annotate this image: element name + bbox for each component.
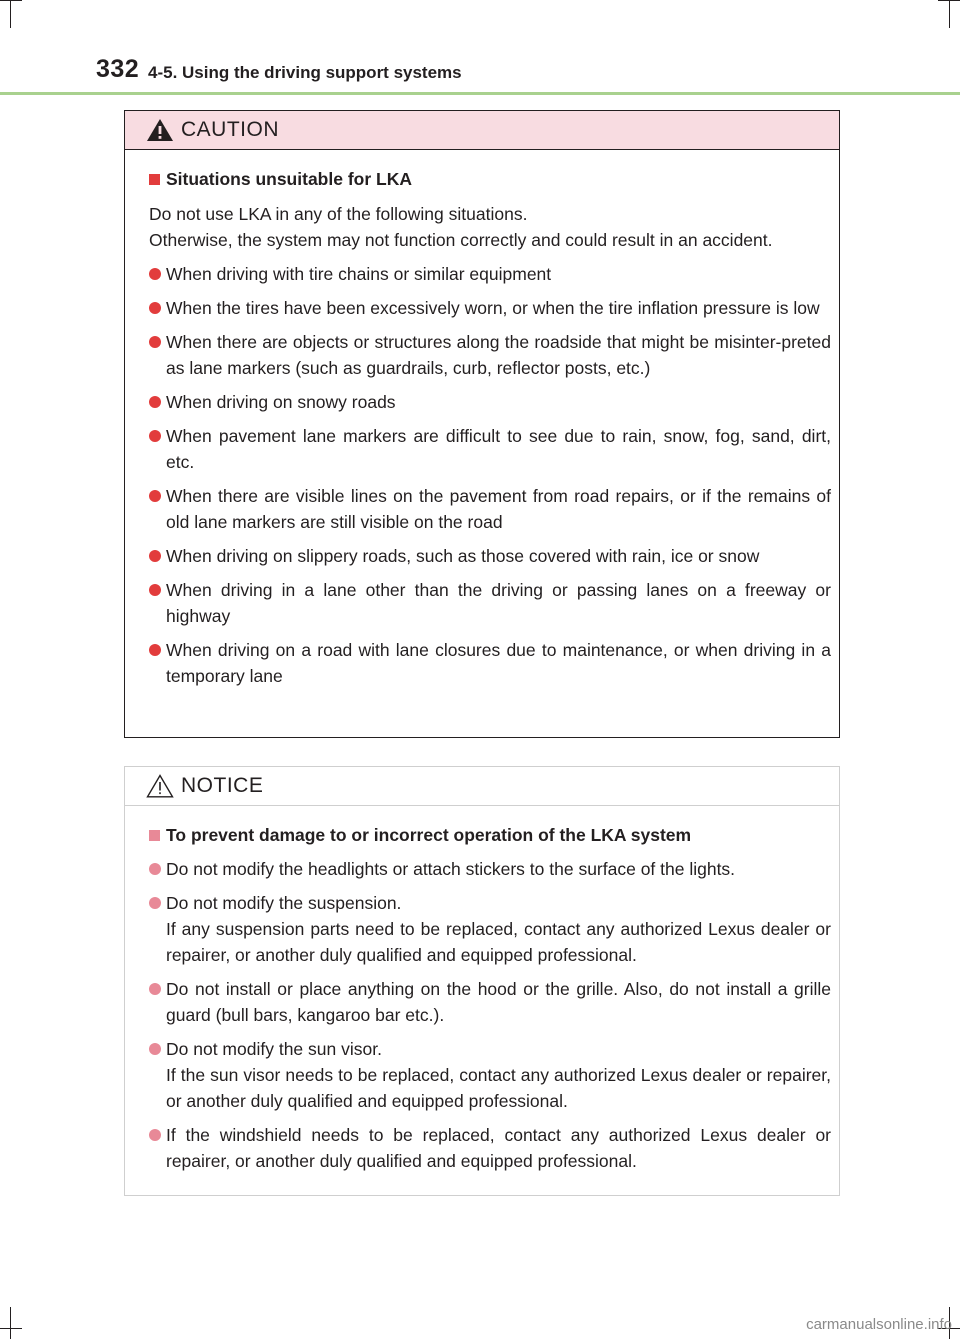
caution-label: CAUTION — [181, 118, 279, 141]
caution-intro-line: Otherwise, the system may not function correctly and could result in an accident. — [149, 230, 773, 250]
caution-item-text: When driving on snowy roads — [166, 392, 396, 412]
bullet-dot-icon — [149, 336, 161, 348]
caution-item-text: When there are visible lines on the pavement from road repairs, or if the remains of old lane markers are still visible on the road — [166, 486, 831, 532]
caution-item — [149, 577, 831, 629]
caution-heading-text: Situations unsuitable for LKA — [166, 169, 412, 189]
caution-item-text: When driving on a road with lane closures due to maintenance, or when driving in a temporary lane — [166, 640, 831, 686]
caution-heading — [149, 166, 831, 192]
square-bullet-icon — [149, 830, 160, 841]
notice-item-text — [166, 976, 831, 1028]
header-rule — [0, 92, 960, 95]
notice-heading — [149, 822, 831, 848]
bullet-dot-icon — [149, 430, 161, 442]
notice-item-line: Do not modify the suspension. — [166, 893, 402, 913]
caution-item — [149, 423, 831, 475]
notice-item-line: If the sun visor needs to be replaced, contact any authorized Lexus dealer or repairer, or another duly qualified and equipped professional. — [166, 1065, 831, 1111]
caution-item-text: When there are objects or structures along the roadside that might be misinter-preted as lane markers (such as guardrails, curb, reflector posts, etc.) — [166, 332, 831, 378]
notice-item-text — [166, 1122, 831, 1174]
caution-intro-line: Do not use LKA in any of the following situations. — [149, 204, 528, 224]
caution-item-text: When driving with tire chains or similar equipment — [166, 264, 552, 284]
bullet-dot-icon — [149, 1129, 161, 1141]
notice-item — [149, 856, 831, 882]
caution-item-text: When driving on slippery roads, such as those covered with rain, ice or snow — [166, 546, 760, 566]
bullet-dot-icon — [149, 550, 161, 562]
caution-header — [125, 111, 839, 150]
warning-triangle-icon — [145, 117, 175, 143]
caution-item — [149, 261, 831, 287]
notice-item-line: If the windshield needs to be replaced, contact any authorized Lexus dealer or repairer, or another duly qualified and equipped professional. — [166, 1125, 831, 1171]
bullet-dot-icon — [149, 268, 161, 280]
crop-mark — [0, 1328, 22, 1329]
page-number: 332 — [96, 55, 140, 83]
caution-item — [149, 637, 831, 689]
caution-item-text: When driving in a lane other than the driving or passing lanes on a freeway or highway — [166, 580, 831, 626]
bullet-dot-icon — [149, 396, 161, 408]
notice-box — [124, 766, 840, 1196]
notice-item-line: Do not modify the headlights or attach stickers to the surface of the lights. — [166, 859, 736, 879]
caution-item — [149, 295, 831, 321]
bullet-dot-icon — [149, 983, 161, 995]
notice-label: NOTICE — [181, 774, 264, 797]
section-title: 4-5. Using the driving support systems — [148, 63, 462, 82]
bullet-dot-icon — [149, 302, 161, 314]
caution-item — [149, 543, 831, 569]
notice-item — [149, 890, 831, 968]
notice-item-text — [166, 856, 831, 882]
notice-item — [149, 976, 831, 1028]
notice-header — [125, 767, 839, 806]
caution-item — [149, 389, 831, 415]
bullet-dot-icon — [149, 490, 161, 502]
warning-triangle-outline-icon — [145, 773, 175, 799]
notice-item-line: Do not install or place anything on the hood or the grille. Also, do not install a grille guard (bull bars, kangaroo bar etc.). — [166, 979, 831, 1025]
bullet-dot-icon — [149, 863, 161, 875]
notice-body — [125, 806, 839, 1174]
notice-item-line: Do not modify the sun visor. — [166, 1039, 382, 1059]
caution-item-text: When the tires have been excessively worn, or when the tire inflation pressure is low — [166, 298, 820, 318]
caution-item-text: When pavement lane markers are difficult to see due to rain, snow, fog, sand, dirt, etc. — [166, 426, 831, 472]
caution-item — [149, 329, 831, 381]
crop-mark — [10, 1307, 11, 1339]
square-bullet-icon — [149, 174, 160, 185]
bullet-dot-icon — [149, 897, 161, 909]
caution-body — [125, 150, 839, 689]
caution-intro — [149, 201, 831, 253]
notice-heading-text: To prevent damage to or incorrect operation of the LKA system — [166, 825, 692, 845]
notice-item-text — [166, 1036, 831, 1114]
bullet-dot-icon — [149, 584, 161, 596]
page-header — [0, 0, 960, 95]
notice-item — [149, 1122, 831, 1174]
caution-box — [124, 110, 840, 738]
bullet-dot-icon — [149, 644, 161, 656]
notice-item — [149, 1036, 831, 1114]
watermark: carmanualsonline.info — [806, 1316, 952, 1333]
notice-item-text — [166, 890, 831, 968]
caution-item — [149, 483, 831, 535]
bullet-dot-icon — [149, 1043, 161, 1055]
notice-item-line: If any suspension parts need to be replaced, contact any authorized Lexus dealer or repairer, or another duly qualified and equipped professional. — [166, 919, 831, 965]
